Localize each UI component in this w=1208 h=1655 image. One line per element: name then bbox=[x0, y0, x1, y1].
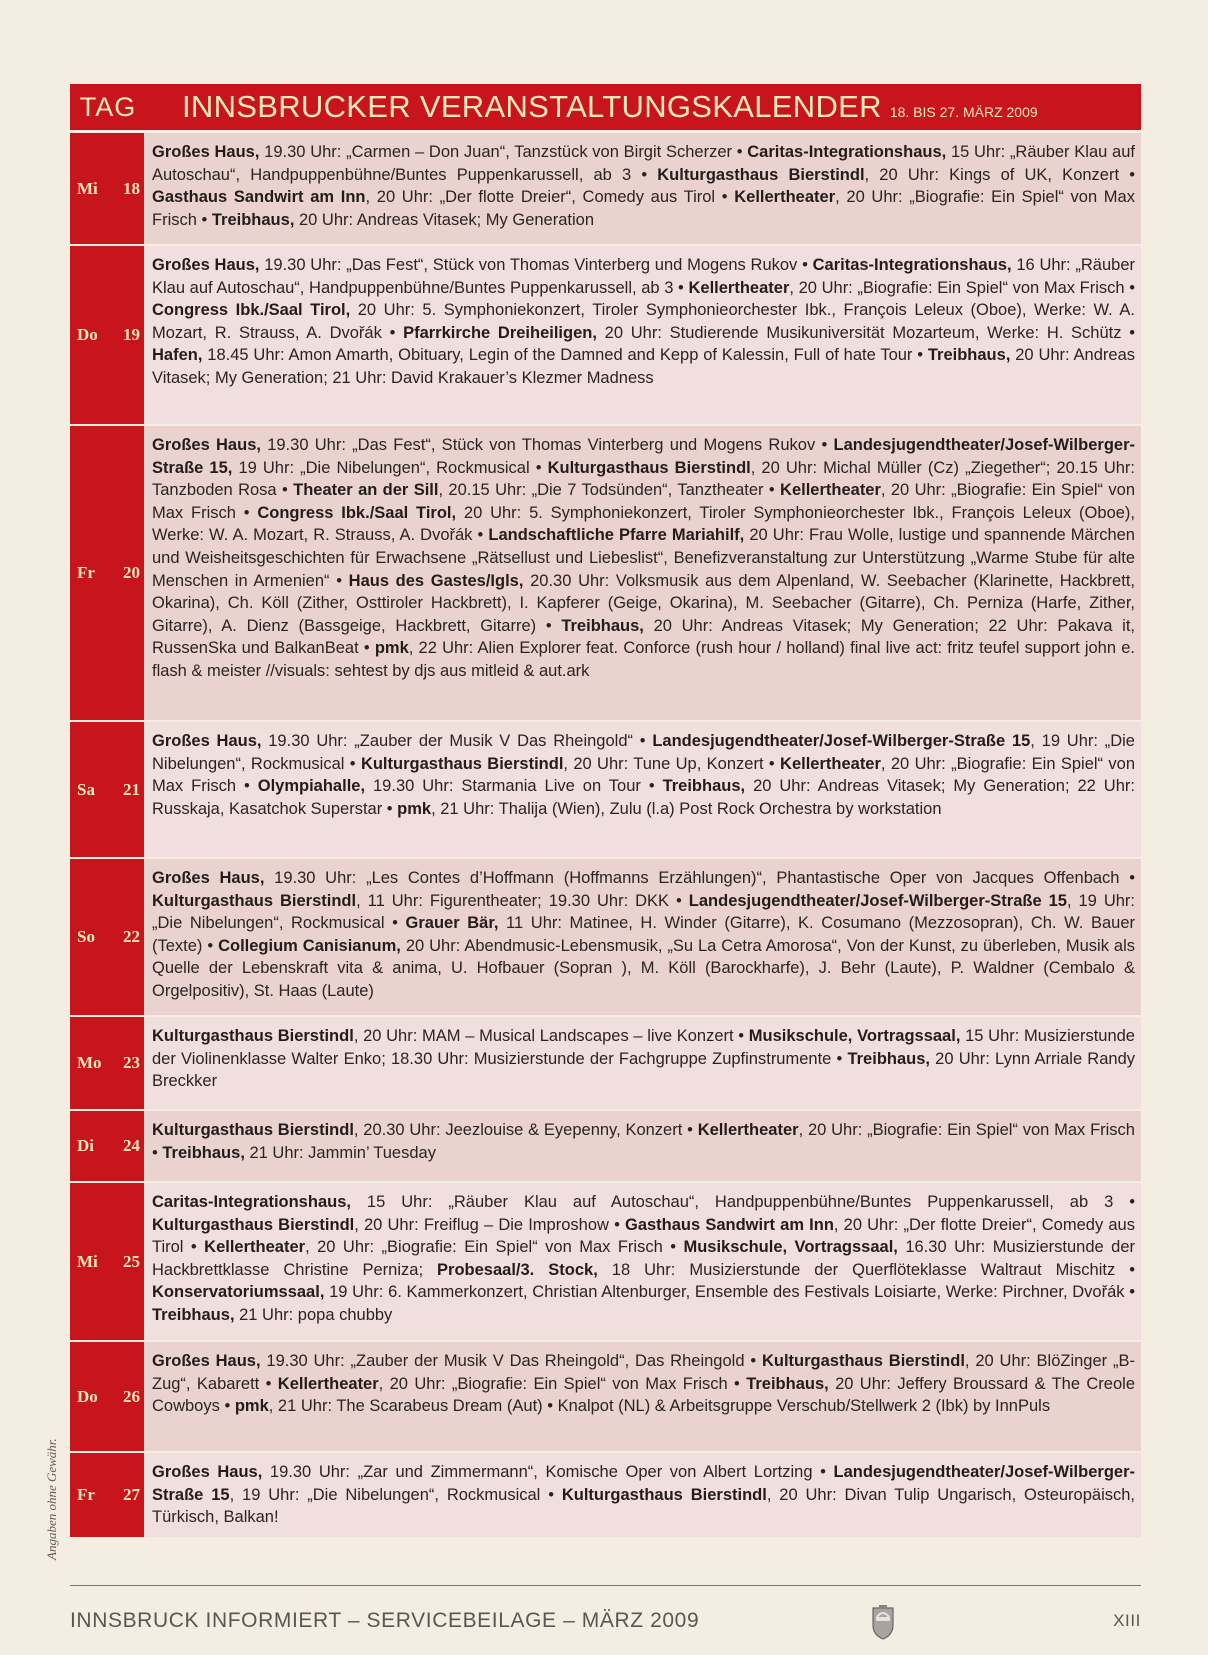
day-row bbox=[70, 424, 1141, 720]
footer-divider bbox=[70, 1585, 1141, 1586]
date-number: 24 bbox=[123, 1136, 140, 1155]
weekday: Mo bbox=[77, 1053, 102, 1072]
day-label bbox=[70, 1111, 144, 1181]
event-listing: Caritas-Integrationshaus, 15 Uhr: „Räuber Klau auf Autoschau“, Handpuppenbühne/Buntes Puppenkarussell, ab 3 • Kulturgasthaus Bierstindl, 20 Uhr: Freiflug – Die Improshow • Gasthaus Sandwirt am Inn, 20 Uhr: „Der flotte Dreier“, Comedy aus Tirol • Kellertheater, 20 Uhr: „Biografie: Ein Spiel“ von Max Frisch • Musikschule, Vortragssaal, 16.30 Uhr: Musizierstunde der Hackbrettklasse Christine Perniza; Probesaal/3. Stock, 18 Uhr: Musizierstunde der Querflöteklasse Waltraut Mischitz • Konservatoriumssaal, 19 Uhr: 6. Kammerkonzert, Christian Altenburger, Ensemble des Festivals Loisiarte, Werke: Pirchner, Dvořák • Treibhaus, 21 Uhr: popa chubby bbox=[144, 1183, 1141, 1340]
date-number: 20 bbox=[123, 563, 140, 582]
day-row bbox=[70, 1109, 1141, 1181]
page-footer bbox=[70, 1603, 1141, 1639]
disclaimer bbox=[44, 1410, 66, 1560]
event-listing: Großes Haus, 19.30 Uhr: „Das Fest“, Stück von Thomas Vinterberg und Mogens Rukov • Landesjugendtheater/Josef-Wilberger-Straße 15, 19 Uhr: „Die Nibelungen“, Rockmusical • Kulturgasthaus Bierstindl, 20 Uhr: Michal Müller (Cz) „Ziegether“; 20.15 Uhr: Tanzboden Rosa • Theater an der Sill, 20.15 Uhr: „Die 7 Todsünden“, Tanztheater • Kellertheater, 20 Uhr: „Biografie: Ein Spiel“ von Max Frisch • Congress Ibk./Saal Tirol, 20 Uhr: 5. Symphoniekonzert, Tiroler Symphonieorchester Ibk., François Leleux (Oboe), Werke: W. A. Mozart, R. Strauss, A. Dvořák • Landschaftliche Pfarre Mariahilf, 20 Uhr: Frau Wolle, lustige und spannende Märchen und Weisheitsgeschichten für Erwachsene „Rätsellust und Liebeslist“, Benefizveranstaltung zur Unterstützung „Warme Stube für alte Menschen in Armenien“ • Haus des Gastes/Igls, 20.30 Uhr: Volksmusik aus dem Alpenland, W. Seebacher (Klarinette, Hackbrett, Okarina), Ch. Köll (Zither, Osttiroler Hackbrett), I. Kapferer (Geige, Okarina), M. Seebacher (Gitarre), Ch. Perniza (Harfe, Zither, Gitarre), A. Dienz (Bassgeige, Hackbrett, Gitarre) • Treibhaus, 20 Uhr: Andreas Vitasek; My Generation; 22 Uhr: Pakava it, RussenSka und BalkanBeat • pmk, 22 Uhr: Alien Explorer feat. Conforce (rush hour / holland) final live act: fritz teufel support john e. flash & meister //visuals: sehtest by djs aus mitleid & aut.ark bbox=[144, 426, 1141, 720]
day-label bbox=[70, 722, 144, 857]
date-number: 18 bbox=[123, 178, 140, 198]
disclaimer-text: Angaben ohne Gewähr. bbox=[44, 1438, 59, 1560]
day-label bbox=[70, 1342, 144, 1451]
calendar-header bbox=[70, 84, 1141, 130]
date-number: 19 bbox=[123, 325, 140, 344]
event-list bbox=[70, 131, 1141, 1537]
day-row bbox=[70, 1015, 1141, 1109]
event-listing: Großes Haus, 19.30 Uhr: „Les Contes d’Hoffmann (Hoffmanns Erzählungen)“, Phantastische Oper von Jacques Offenbach • Kulturgasthaus Bierstindl, 11 Uhr: Figurentheater; 19.30 Uhr: DKK • Landesjugendtheater/Josef-Wilberger-Straße 15, 19 Uhr: „Die Nibelungen“, Rockmusical • Grauer Bär, 11 Uhr: Matinee, H. Winder (Gitarre), K. Cosumano (Mezzosopran), Ch. W. Bauer (Texte) • Collegium Canisianum, 20 Uhr: Abendmusic-Lebensmusik, „Su La Cetra Amorosa“, Von der Kunst, zu überleben, Musik als Quelle der Lebenskraft vita & anima, U. Hofbauer (Sopran ), M. Köll (Barockharfe), J. Behr (Laute), P. Waldner (Cembalo & Orgelpositiv), St. Haas (Laute) bbox=[144, 859, 1141, 1015]
date-number: 22 bbox=[123, 927, 140, 946]
event-listing: Großes Haus, 19.30 Uhr: „Zauber der Musik V Das Rheingold“, Das Rheingold • Kulturgasthaus Bierstindl, 20 Uhr: BlöZinger „B-Zug“, Kabarett • Kellertheater, 20 Uhr: „Biografie: Ein Spiel“ von Max Frisch • Treibhaus, 20 Uhr: Jeffery Broussard & The Creole Cowboys • pmk, 21 Uhr: The Scarabeus Dream (Aut) • Knalpot (NL) & Arbeitsgruppe Verschub/Stellwerk 2 (Ibk) by InnPuls bbox=[144, 1342, 1141, 1451]
day-label bbox=[70, 1453, 144, 1537]
day-row bbox=[70, 244, 1141, 424]
day-row bbox=[70, 857, 1141, 1015]
date-number: 26 bbox=[123, 1386, 140, 1406]
event-listing: Großes Haus, 19.30 Uhr: „Das Fest“, Stück von Thomas Vinterberg und Mogens Rukov • Caritas-Integrationshaus, 16 Uhr: „Räuber Klau auf Autoschau“, Handpuppenbühne/Buntes Puppenkarussell, ab 3 • Kellertheater, 20 Uhr: „Biografie: Ein Spiel“ von Max Frisch • Congress Ibk./Saal Tirol, 20 Uhr: 5. Symphoniekonzert, Tiroler Symphonieorchester Ibk., François Leleux (Oboe), Werke: W. A. Mozart, R. Strauss, A. Dvořák • Pfarrkirche Dreiheiligen, 20 Uhr: Studierende Musikuniversität Mozarteum, Werke: H. Schütz • Hafen, 18.45 Uhr: Amon Amarth, Obituary, Legin of the Damned and Kepp of Kalessin, Full of hate Tour • Treibhaus, 20 Uhr: Andreas Vitasek; My Generation; 21 Uhr: David Krakauer’s Klezmer Madness bbox=[144, 246, 1141, 424]
weekday: Fr bbox=[77, 563, 95, 582]
event-listing: Großes Haus, 19.30 Uhr: „Carmen – Don Juan“, Tanzstück von Birgit Scherzer • Caritas-Integrationshaus, 15 Uhr: „Räuber Klau auf Autoschau“, Handpuppenbühne/Buntes Puppenkarussell, ab 3 • Kulturgasthaus Bierstindl, 20 Uhr: Kings of UK, Konzert • Gasthaus Sandwirt am Inn, 20 Uhr: „Der flotte Dreier“, Comedy aus Tirol • Kellertheater, 20 Uhr: „Biografie: Ein Spiel“ von Max Frisch • Treibhaus, 20 Uhr: Andreas Vitasek; My Generation bbox=[144, 133, 1141, 244]
event-listing: Großes Haus, 19.30 Uhr: „Zar und Zimmermann“, Komische Oper von Albert Lortzing • Landesjugendtheater/Josef-Wilberger-Straße 15, 19 Uhr: „Die Nibelungen“, Rockmusical • Kulturgasthaus Bierstindl, 20 Uhr: Divan Tulip Ungarisch, Osteuropäisch, Türkisch, Balkan! bbox=[144, 1453, 1141, 1537]
event-listing: Kulturgasthaus Bierstindl, 20.30 Uhr: Jeezlouise & Eyepenny, Konzert • Kellertheater, 20 Uhr: „Biografie: Ein Spiel“ von Max Frisch • Treibhaus, 21 Uhr: Jammin’ Tuesday bbox=[144, 1111, 1141, 1181]
weekday: Fr bbox=[77, 1485, 95, 1504]
day-row bbox=[70, 131, 1141, 244]
page-title: INNSBRUCKER VERANSTALTUNGSKALENDER bbox=[182, 89, 882, 124]
weekday: Mi bbox=[77, 1251, 98, 1271]
date-number: 25 bbox=[123, 1251, 140, 1271]
day-column-label: TAG bbox=[79, 91, 137, 122]
weekday: Sa bbox=[77, 779, 95, 799]
page-number: XIII bbox=[1113, 1611, 1141, 1630]
publication-title: INNSBRUCK INFORMIERT – SERVICEBEILAGE – MÄRZ 2009 bbox=[70, 1609, 700, 1632]
day-label bbox=[70, 1183, 144, 1340]
event-listing: Kulturgasthaus Bierstindl, 20 Uhr: MAM – Musical Landscapes – live Konzert • Musikschule, Vortragssaal, 15 Uhr: Musizierstunde der Violinenklasse Walter Enko; 18.30 Uhr: Musizierstunde der Fachgruppe Zupfinstrumente • Treibhaus, 20 Uhr: Lynn Arriale Randy Breckker bbox=[144, 1017, 1141, 1109]
weekday: So bbox=[77, 927, 95, 946]
date-range: 18. BIS 27. MÄRZ 2009 bbox=[889, 104, 1038, 120]
date-number: 23 bbox=[123, 1053, 140, 1072]
day-label bbox=[70, 133, 144, 244]
day-label bbox=[70, 859, 144, 1015]
day-row bbox=[70, 1181, 1141, 1340]
weekday: Do bbox=[77, 1386, 98, 1406]
weekday: Di bbox=[77, 1136, 94, 1155]
date-number: 21 bbox=[123, 779, 140, 799]
day-label bbox=[70, 246, 144, 424]
event-listing: Großes Haus, 19.30 Uhr: „Zauber der Musik V Das Rheingold“ • Landesjugendtheater/Josef-Wilberger-Straße 15, 19 Uhr: „Die Nibelungen“, Rockmusical • Kulturgasthaus Bierstindl, 20 Uhr: Tune Up, Konzert • Kellertheater, 20 Uhr: „Biografie: Ein Spiel“ von Max Frisch • Olympiahalle, 19.30 Uhr: Starmania Live on Tour • Treibhaus, 20 Uhr: Andreas Vitasek; My Generation; 22 Uhr: Russkaja, Kasatchok Superstar • pmk, 21 Uhr: Thalija (Wien), Zulu (l.a) Post Rock Orchestra by workstation bbox=[144, 722, 1141, 857]
day-row bbox=[70, 720, 1141, 857]
innsbruck-crest-icon bbox=[868, 1603, 898, 1641]
weekday: Do bbox=[77, 325, 98, 344]
day-label bbox=[70, 1017, 144, 1109]
day-row bbox=[70, 1451, 1141, 1537]
day-row bbox=[70, 1340, 1141, 1451]
weekday: Mi bbox=[77, 178, 98, 198]
date-number: 27 bbox=[123, 1485, 140, 1504]
day-label bbox=[70, 426, 144, 720]
